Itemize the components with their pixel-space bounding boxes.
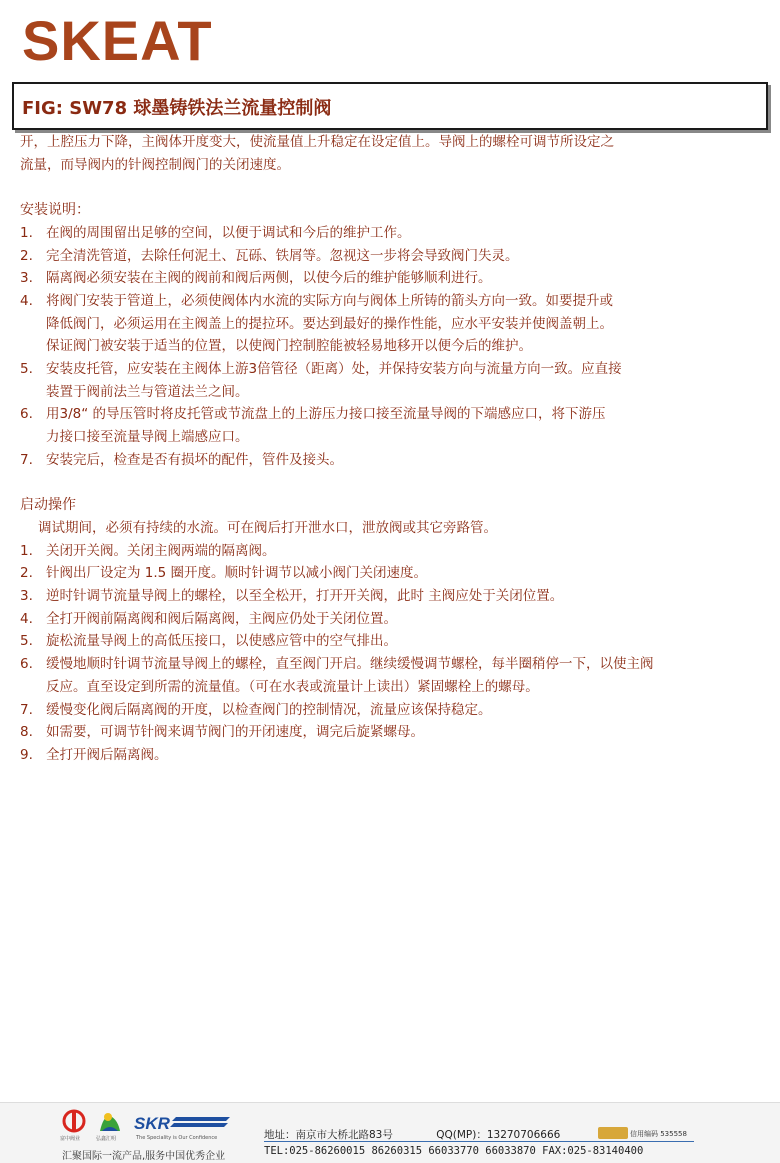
item-text [46,290,765,358]
logo2-caption: 弘鑫汇明 [96,1136,117,1142]
footer-logos [60,1109,240,1145]
list-item [20,608,765,631]
brand-logo: SKEAT [22,9,213,72]
item-line: 如需要，可调节针阀来调节阀门的开闭速度，调完后旋紧螺母。 [46,724,424,741]
list-item [20,358,765,403]
item-text [46,267,765,290]
item-number: 3. [20,588,33,605]
item-text [46,653,765,698]
item-number: 1. [20,542,33,559]
item-number: 5. [20,361,33,378]
qq-text: QQ(MP)：13270706666 [436,1129,561,1141]
page-title: FIG: SW78 球墨铸铁法兰流量控制阀 [22,98,332,119]
item-line: 逆时针调节流量导阀上的螺栓，以至全松开，打开开关阀，此时 主阀应处于关闭位置。 [46,588,564,605]
item-text [46,562,765,585]
item-number: 3. [20,270,33,287]
item-number: 4. [20,610,33,627]
item-text [46,358,765,403]
title-bar [12,82,768,130]
item-line: 安装皮托管，应安装在主阀体上游3倍管径（距离）处，并保持安装方向与流量方向一致。应直接 [46,361,622,378]
item-line: 力接口接至流量导阀上端感应口。 [46,429,249,446]
startup-list [20,540,765,767]
item-line: 反应。直至设定到所需的流量值。（可在水表或流量计上读出）紧固螺栓上的螺母。 [46,678,539,695]
list-item [20,699,765,722]
item-number: 1. [20,224,33,241]
item-text [46,721,765,744]
item-text [46,449,765,472]
item-line: 隔离阀必须安装在主阀的阀前和阀后两侧，以使今后的维护能够顺利进行。 [46,270,492,287]
list-item [20,267,765,290]
item-line: 安装完后，检查是否有损坏的配件，管件及接头。 [46,451,343,468]
footer [0,1102,780,1163]
intro-line: 开，上腔压力下降，主阀体开度变大，使流量值上升稳定在设定值上。导阀上的螺栓可调节所设定之 [20,134,614,150]
item-line: 缓慢地顺时针调节流量导阀上的螺栓，直至阀门开启。继续缓慢调节螺栓，每半圈稍停一下，以使主阀 [46,656,654,673]
item-line: 全打开阀后隔离阀。 [46,746,168,763]
credit-code: 信用编码 535558 [630,1130,687,1138]
list-item [20,449,765,472]
item-number: 6. [20,406,33,423]
item-text [46,585,765,608]
item-number: 7. [20,701,33,718]
list-item [20,222,765,245]
item-text [46,744,765,767]
address-text: 地址：南京市大桥北路83号 [264,1129,393,1141]
item-line: 针阀出厂设定为 1.5 圈开度。顺时针调节以减小阀门关闭速度。 [46,565,428,582]
hongxin-logo-icon [96,1109,124,1135]
item-text [46,222,765,245]
logo1-caption: 富中阀业 [60,1136,81,1142]
startup-intro: 调试期间，必须有持续的水流。可在阀后打开泄水口，泄放阀或其它旁路管。 [38,519,497,536]
item-text [46,403,765,448]
item-line: 旋松流量导阀上的高低压接口，以使感应管中的空气排出。 [46,633,397,650]
footer-tel: TEL:025-86260015 86260315 66033770 66033870 FAX:025-83140400 [264,1145,644,1157]
item-text [46,245,765,268]
item-number: 7. [20,451,33,468]
credit-badge-icon [598,1127,628,1139]
item-number: 2. [20,247,33,264]
logo3-caption: The Speciality is Our Confidence [136,1135,218,1141]
footer-slogan: 汇聚国际一流产品,服务中国优秀企业 [62,1151,226,1162]
item-line: 用3/8“ 的导压管时将皮托管或节流盘上的上游压力接口接至流量导阀的下端感应口，将下游压 [46,406,606,423]
list-item [20,540,765,563]
list-item [20,290,765,358]
list-item [20,403,765,448]
footer-address [264,1127,560,1142]
item-text [46,630,765,653]
footer-divider [264,1141,694,1142]
item-line: 缓慢变化阀后隔离阀的开度，以检查阀门的控制情况，流量应该保持稳定。 [46,701,492,718]
item-line: 装置于阀前法兰与管道法兰之间。 [46,383,249,400]
item-number: 9. [20,746,33,763]
item-line: 将阀门安装于管道上，必须使阀体内水流的实际方向与阀体上所铸的箭头方向一致。如要提升或 [46,292,613,309]
item-number: 8. [20,724,33,741]
svg-text:SKR: SKR [134,1114,170,1133]
item-number: 4. [20,292,33,309]
install-heading: 安装说明： [20,202,90,219]
item-number: 6. [20,656,33,673]
install-list [20,222,765,472]
item-line: 关闭开关阀。关闭主阀两端的隔离阀。 [46,542,276,559]
fuzhong-logo-icon [60,1109,88,1135]
item-number: 2. [20,565,33,582]
item-line: 保证阀门被安装于适当的位置，以使阀门控制腔能被轻易地移开以便今后的维护。 [46,338,532,355]
list-item [20,562,765,585]
document-body [20,131,765,767]
list-item [20,653,765,698]
item-text [46,699,765,722]
list-item [20,721,765,744]
item-text [46,608,765,631]
list-item [20,245,765,268]
item-line: 降低阀门，必须运用在主阀盖上的提拉环。要达到最好的操作性能，应水平安装并使阀盖朝上。 [46,315,613,332]
list-item [20,630,765,653]
item-line: 在阀的周围留出足够的空间，以便于调试和今后的维护工作。 [46,224,411,241]
startup-heading: 启动操作 [20,497,76,514]
intro-line: 流量，而导阀内的针阀控制阀门的关闭速度。 [20,156,290,173]
list-item [20,744,765,767]
item-text [46,540,765,563]
list-item [20,585,765,608]
item-line: 完全清洗管道，去除任何泥土、瓦砾、铁屑等。忽视这一步将会导致阀门失灵。 [46,247,519,264]
skr-logo-icon [132,1113,232,1133]
item-number: 5. [20,633,33,650]
item-line: 全打开阀前隔离阀和阀后隔离阀，主阀应仍处于关闭位置。 [46,610,397,627]
